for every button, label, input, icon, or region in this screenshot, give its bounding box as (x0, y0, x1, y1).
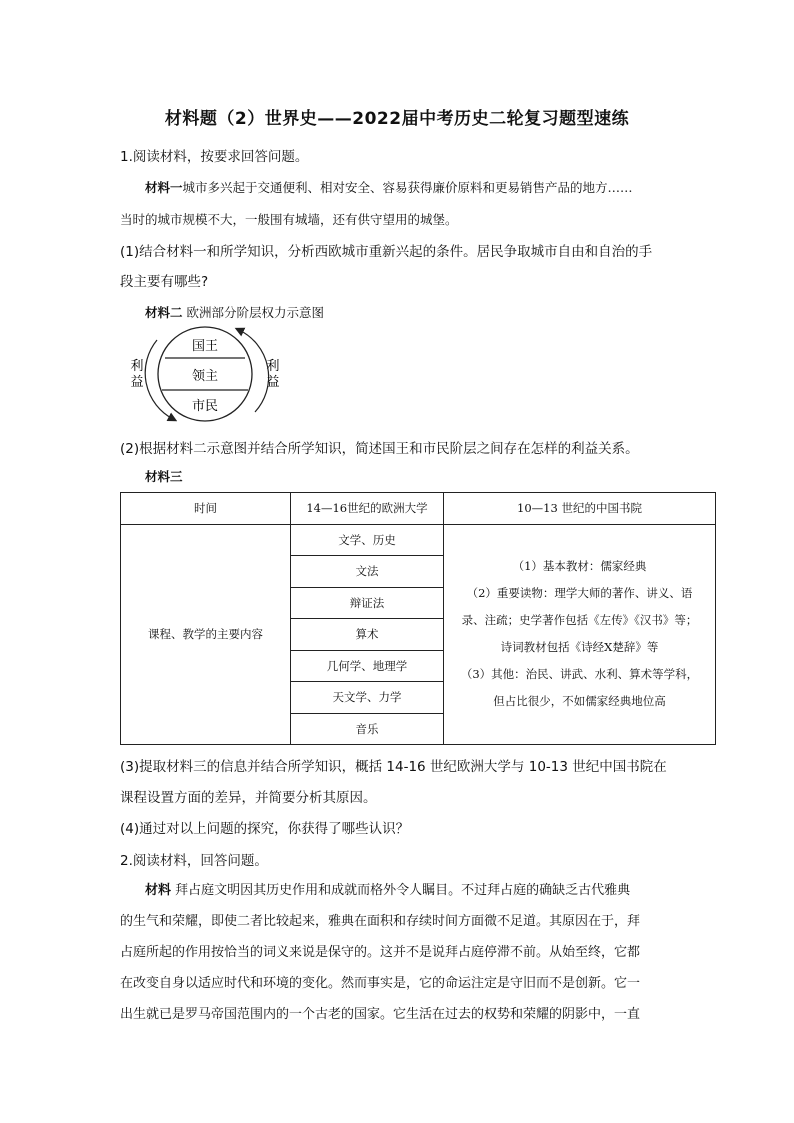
table-header-europe: 14—16世纪的欧洲大学 (291, 493, 444, 525)
subquestion-1-line-1: (1)结合材料一和所学知识，分析西欧城市重新兴起的条件。居民争取城市自由和自治的手 (120, 244, 653, 260)
europe-subject: 音乐 (291, 713, 444, 745)
china-line: 诗词教材包括《诗经Ⅹ楚辞》等 (500, 640, 659, 655)
china-line: （3）其他：治民、讲武、水利、算术等学科， (460, 667, 699, 682)
europe-subject: 算术 (291, 619, 444, 651)
europe-subject: 几何学、地理学 (291, 650, 444, 682)
material-3-table (120, 492, 716, 745)
diagram-lord: 领主 (191, 369, 219, 384)
material-line (120, 875, 680, 906)
left-label-1: 利 (130, 359, 144, 374)
europe-subject: 天文学、力学 (291, 682, 444, 714)
left-label-2: 益 (130, 375, 144, 390)
document-title: 材料题（2）世界史——2022届中考历史二轮复习题型速练 (164, 109, 630, 129)
europe-subject: 文法 (291, 556, 444, 588)
diagram-citizens: 市民 (191, 399, 219, 414)
china-line: （1）基本教材：儒家经典 (512, 559, 647, 574)
material-1-text: 城市多兴起于交通便利、相对安全、容易获得廉价原料和更易销售产品的地方…… (182, 180, 633, 195)
table-header-row (121, 493, 716, 525)
question-1-stem: 1.阅读材料，按要求回答问题。 (120, 149, 309, 165)
left-arrow (145, 340, 173, 419)
material-3-label: 材料三 (145, 469, 183, 484)
material-line: 在改变自身以适应时代和环境的变化。然而事实是，它的命运注定是守旧而不是创新。它一 (120, 976, 641, 991)
material-1-line-2: 当时的城市规模不大，一般围有城墙，还有供守望用的城堡。 (120, 212, 458, 227)
subquestion-3-line-1: (3)提取材料三的信息并结合所学知识，概括 14-16 世纪欧洲大学与 10-13 世纪中国书院在 (120, 759, 667, 775)
right-arrow (239, 330, 269, 412)
material-2-heading (145, 303, 324, 321)
question-2-stem: 2.阅读材料，回答问题。 (120, 853, 268, 869)
question-2-material (120, 875, 680, 1030)
table-header-china: 10—13 世纪的中国书院 (444, 493, 716, 525)
material-line-text: 拜占庭文明因其历史作用和成就而格外令人瞩目。不过拜占庭的确缺乏古代雅典 (175, 883, 631, 898)
subquestion-1-line-2: 段主要有哪些? (120, 274, 209, 290)
right-label-2: 益 (266, 375, 280, 390)
table-header-time: 时间 (121, 493, 291, 525)
power-diagram (115, 326, 295, 436)
table-row-label: 课程、教学的主要内容 (121, 524, 291, 745)
china-line: （2）重要读物：理学大师的著作、讲义、语 (466, 586, 693, 601)
china-line: 但占比很少，不如儒家经典地位高 (493, 694, 666, 709)
material-line: 占庭所起的作用按恰当的词义来说是保守的。这并不是说拜占庭停滞不前。从始至终，它都 (120, 945, 641, 960)
material-1-line-1 (145, 178, 633, 196)
material-2-label: 材料二 (145, 305, 183, 320)
europe-subject: 文学、历史 (291, 524, 444, 556)
material-line: 出生就已是罗马帝国范围内的一个古老的国家。它生活在过去的权势和荣耀的阴影中，一直 (120, 1007, 641, 1022)
china-content (444, 524, 716, 745)
material-2-caption: 欧洲部分阶层权力示意图 (186, 305, 325, 320)
question-2-material-label: 材料 (145, 883, 172, 898)
material-1-label: 材料一 (145, 180, 183, 195)
subquestion-4: (4)通过对以上问题的探究，你获得了哪些认识？ (120, 821, 410, 837)
europe-subject: 辩证法 (291, 587, 444, 619)
right-label-1: 利 (266, 359, 280, 374)
material-line: 的生气和荣耀，即使二者比较起来，雅典在面积和存续时间方面微不足道。其原因在于，拜 (120, 914, 641, 929)
china-line: 录、注疏；史学著作包括《左传》《汉书》等； (461, 613, 698, 628)
diagram-king: 国王 (191, 339, 219, 354)
table-row (121, 524, 716, 556)
subquestion-2: (2)根据材料二示意图并结合所学知识，简述国王和市民阶层之间存在怎样的利益关系。 (120, 441, 639, 457)
subquestion-3-line-2: 课程设置方面的差异，并简要分析其原因。 (120, 790, 377, 806)
